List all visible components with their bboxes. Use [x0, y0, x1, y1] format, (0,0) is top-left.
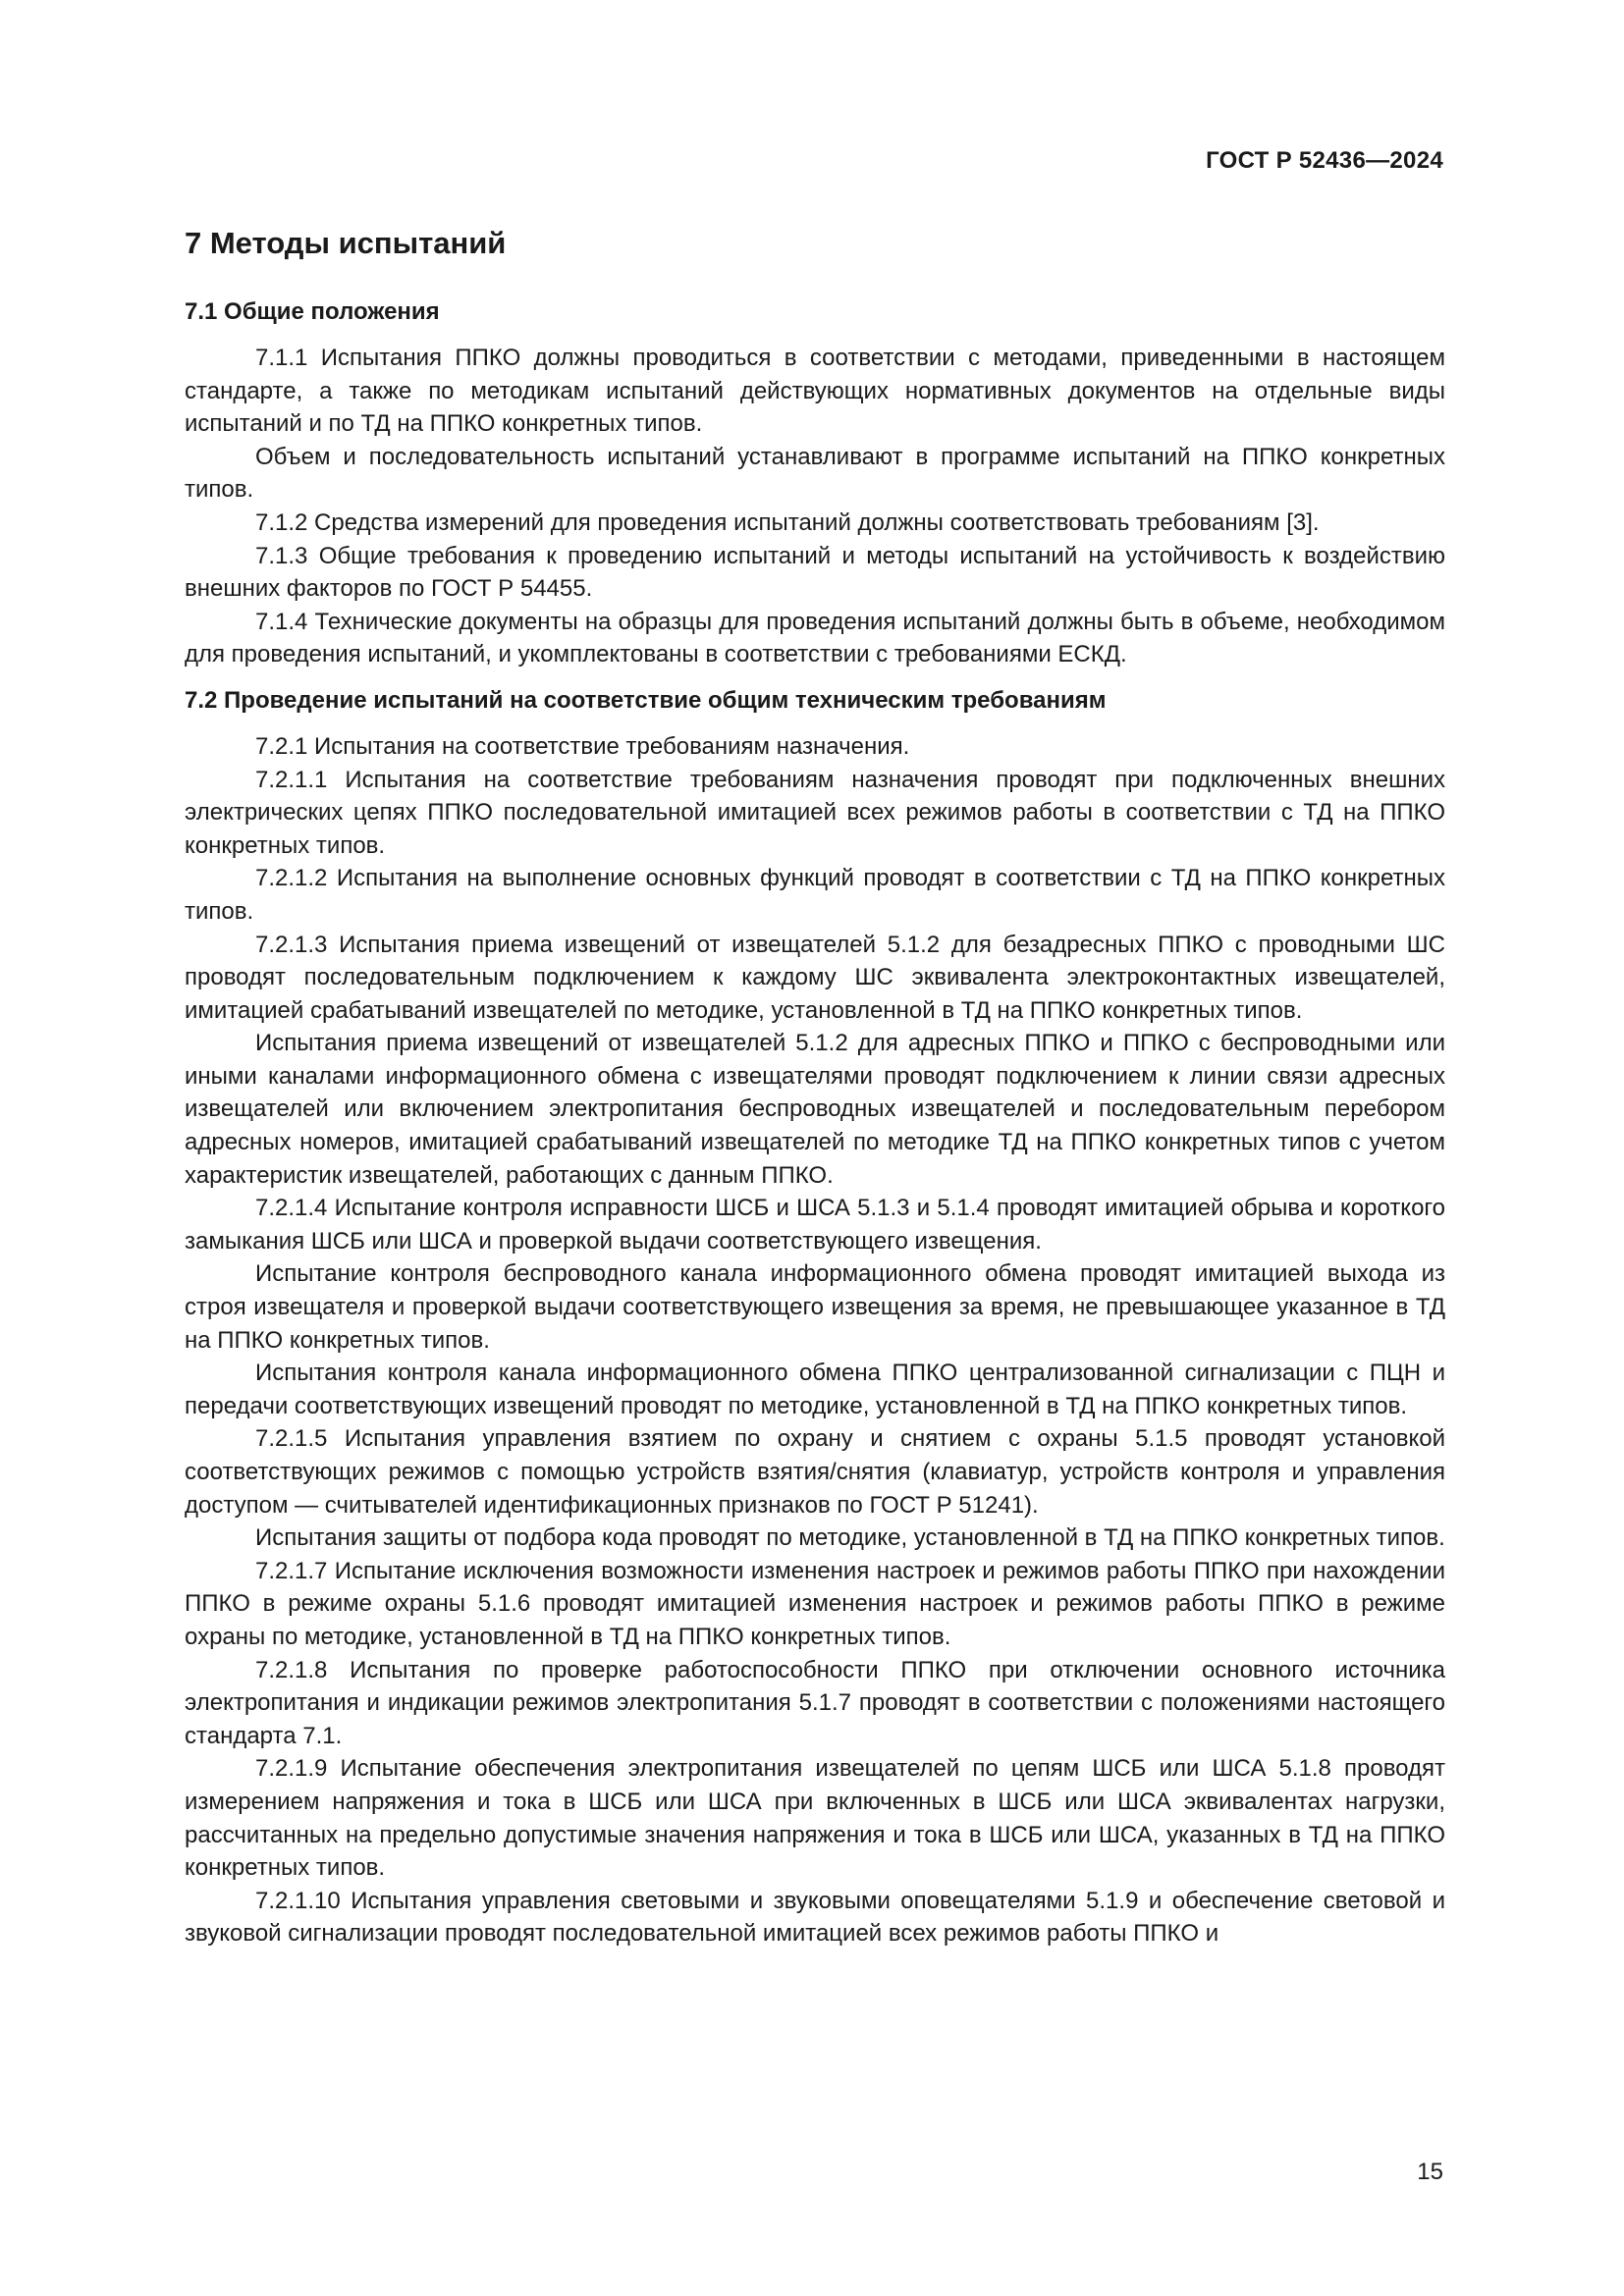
- subsection-title-7-1: 7.1 Общие положения: [185, 298, 440, 325]
- paragraph-7-2-1: 7.2.1 Испытания на соответствие требованиям назначения.: [255, 732, 910, 760]
- paragraph-7-2-1-3-addressable: Испытания приема извещений от извещателей 5.1.2 для адресных ППКО и ППКО с беспроводными или иными каналами информационного обмена с извещателями проводят подключением к линии связи адресных извещателей или включением электропитания беспроводных извещателей и последовательным перебором адресных номеров, имитацией срабатываний извещателей по методике ТД на ППКО конкретных типов с учетом характеристик извещателей, работающих с данным ППКО.: [185, 1030, 1445, 1189]
- paragraph-7-2-1-3: 7.2.1.3 Испытания приема извещений от извещателей 5.1.2 для безадресных ППКО с проводными ШС проводят последовательным подключением к каждому ШС эквивалента электроконтактных извещателей, имитацией срабатываний извещателей по методике, установленной в ТД на ППКО конкретных типов.: [185, 931, 1445, 1024]
- paragraph-7-1-1: 7.1.1 Испытания ППКО должны проводиться в соответствии с методами, приведенными в настоящем стандарте, а также по методикам испытаний действующих нормативных документов на отдельные виды испытаний и по ТД на ППКО конкретных типов.: [185, 345, 1445, 438]
- subsection-7-2-body: [185, 730, 1445, 1950]
- paragraph-7-1-2: 7.1.2 Средства измерений для проведения испытаний должны соответствовать требованиям [3].: [255, 508, 1320, 536]
- paragraph-7-2-1-1: 7.2.1.1 Испытания на соответствие требованиям назначения проводят при подключенных внешних электрических цепях ППКО последовательной имитацией всех режимов работы в соответствии с ТД на ППКО конкретных типов.: [185, 766, 1445, 859]
- paragraph-7-1-4: 7.1.4 Технические документы на образцы для проведения испытаний должны быть в объеме, необходимом для проведения испытаний, и укомплектованы в соответствии с требованиями ЕСКД.: [185, 608, 1445, 668]
- paragraph-7-2-1-5: 7.2.1.5 Испытания управления взятием по охрану и снятием с охраны 5.1.5 проводят установкой соответствующих режимов с помощью устройств взятия/снятия (клавиатур, устройств контроля и управления доступом — считывателей идентификационных признаков по ГОСТ Р 51241).: [185, 1425, 1445, 1519]
- paragraph-7-2-1-5-code: Испытания защиты от подбора кода проводят по методике, установленной в ТД на ППКО конкретных типов.: [255, 1524, 1445, 1552]
- paragraph-7-2-1-2: 7.2.1.2 Испытания на выполнение основных функций проводят в соответствии с ТД на ППКО конкретных типов.: [185, 865, 1445, 925]
- paragraph-7-2-1-8: 7.2.1.8 Испытания по проверке работоспособности ППКО при отключении основного источника электропитания и индикации режимов электропитания 5.1.7 проводят в соответствии с положениями настоящего стандарта 7.1.: [185, 1656, 1445, 1749]
- paragraph-7-2-1-7: 7.2.1.7 Испытание исключения возможности изменения настроек и режимов работы ППКО при нахождении ППКО в режиме охраны 5.1.6 проводят имитацией изменения настроек и режимов работы ППКО в режиме охраны по методике, установленной в ТД на ППКО конкретных типов.: [185, 1557, 1445, 1650]
- paragraph-7-2-1-10: 7.2.1.10 Испытания управления световыми и звуковыми оповещателями 5.1.9 и обеспечение световой и звуковой сигнализации проводят последовательной имитацией всех режимов работы ППКО и: [185, 1887, 1445, 1948]
- subsection-title-7-2: 7.2 Проведение испытаний на соответствие общим техническим требованиям: [185, 686, 1107, 714]
- paragraph-7-1-3: 7.1.3 Общие требования к проведению испытаний и методы испытаний на устойчивость к воздействию внешних факторов по ГОСТ Р 54455.: [185, 542, 1445, 603]
- paragraph-7-2-1-4-central: Испытания контроля канала информационного обмена ППКО централизованной сигнализации с ПЦН и передачи соответствующих извещений проводят по методике, установленной в ТД на ППКО конкретных типов.: [185, 1360, 1445, 1419]
- page-content: [185, 224, 1445, 1950]
- section-title: 7 Методы испытаний: [185, 226, 507, 260]
- paragraph-7-1-1-scope: Объем и последовательность испытаний устанавливают в программе испытаний на ППКО конкретных типов.: [185, 443, 1445, 504]
- paragraph-7-2-1-9: 7.2.1.9 Испытание обеспечения электропитания извещателей по цепям ШСБ или ШСА 5.1.8 проводят измерением напряжения и тока в ШСБ или ШСА при включенных в ШСБ или ШСА эквивалентах нагрузки, рассчитанных на предельно допустимые значения напряжения и тока в ШСБ или ШСА, указанных в ТД на ППКО конкретных типов.: [185, 1755, 1445, 1882]
- subsection-7-1-body: [185, 342, 1445, 671]
- paragraph-7-2-1-4-wireless: Испытание контроля беспроводного канала информационного обмена проводят имитацией выхода из строя извещателя и проверкой выдачи соответствующего извещения за время, не превышающее указанное в ТД на ППКО конкретных типов.: [185, 1260, 1445, 1354]
- page-number: 15: [1417, 2159, 1443, 2185]
- paragraph-7-2-1-4: 7.2.1.4 Испытание контроля исправности ШСБ и ШСА 5.1.3 и 5.1.4 проводят имитацией обрыва и короткого замыкания ШСБ или ШСА и проверкой выдачи соответствующего извещения.: [185, 1195, 1445, 1255]
- document-code: ГОСТ Р 52436—2024: [1206, 147, 1443, 174]
